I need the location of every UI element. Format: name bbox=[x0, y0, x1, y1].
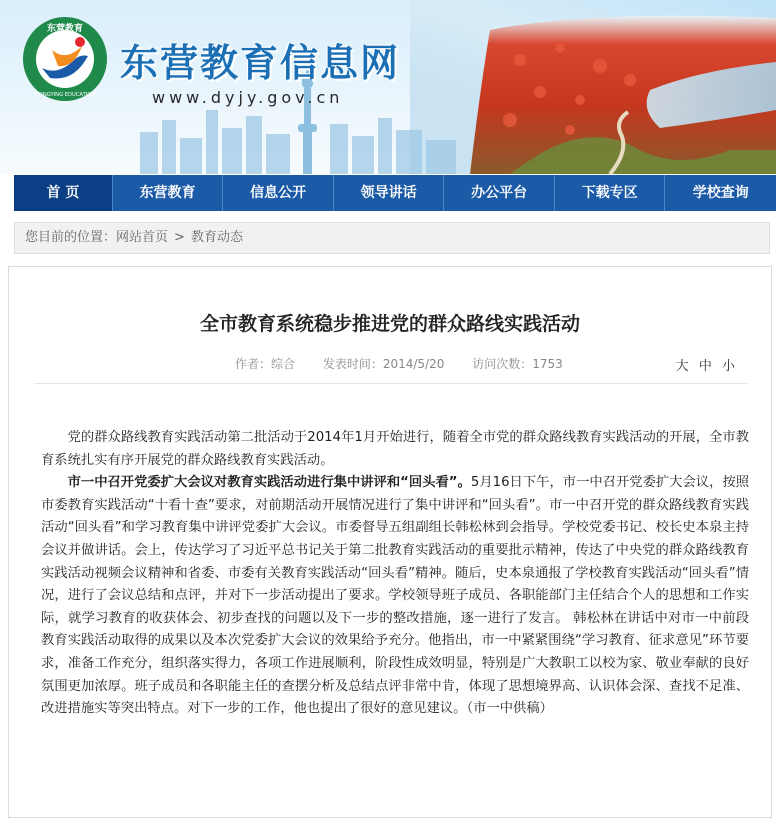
font-size-controls bbox=[670, 355, 735, 374]
paragraph-text: 5月16日下午，市一中召开党委扩大会议，按照市委教育实践活动“十看十查”要求，对前期活动开展情况进行了集中讲评和“回头看”。市一中召开党的群众路线教育实践活动“回头看”和学习教育集中讲评党委扩大会议。市委督导五组副组长韩松林到会指导。学校党委书记、校长史本泉主持会议并做讲话。会上，传达学习了习近平总书记关于第二批教育实践活动的重要批示精神，传达了中央党的群众路线教育实践活动视频会议精神和省委、市委有关教育实践活动“回头看”精神。随后，史本泉通报了学校教育实践活动“回头看”情况，进行了会议总结和点评，并对下一步活动提出了要求。学校领导班子成员、各职能部门主任结合个人的思想和工作实际，就学习教育的收获体会、初步查找的问题以及下一步的整改措施，逐一进行了发言。 韩松林在讲话中对市一中前段教育实践活动取得的成果以及本次党委扩大会议的效果给予充分。他指出，市一中紧紧围绕“学习教育、征求意见”环节要求，准备工作充分，组织落实得力，各项工作进展顺利，阶段性成效明显，特别是广大教职工以校为家、敬业奉献的良好氛围更加浓厚。班子成员和各职能主任的查摆分析及总结点评非常中肯，体现了思想境界高、认识体会深、查找不足准、改进措施实等突出特点。对下一步的工作，他也提出了很好的意见建议。（市一中供稿） bbox=[41, 475, 749, 717]
nav-item-info-disclosure[interactable]: 信息公开 bbox=[223, 175, 334, 211]
nav-item-office-platform[interactable]: 办公平台 bbox=[444, 175, 555, 211]
logo-bottom-text: DONGYING EDUCATION bbox=[34, 92, 96, 98]
main-nav bbox=[14, 175, 776, 211]
article-paragraph bbox=[41, 472, 749, 721]
education-logo bbox=[22, 16, 108, 102]
meta-divider bbox=[35, 383, 747, 384]
breadcrumb-current-link[interactable]: 教育动态 bbox=[190, 230, 243, 245]
article-views: 访问次数：1753 bbox=[472, 357, 563, 371]
breadcrumb-home-link[interactable]: 网站首页 bbox=[116, 230, 169, 245]
nav-item-school-search[interactable]: 学校查询 bbox=[692, 185, 749, 201]
article-body bbox=[41, 427, 749, 721]
wetland-scenery-image bbox=[470, 0, 776, 174]
logo-top-text: 东营教育 bbox=[46, 24, 84, 34]
font-size-small-button[interactable]: 小 bbox=[721, 359, 735, 374]
nav-item-downloads[interactable]: 下载专区 bbox=[555, 175, 666, 211]
site-title: 东营教育信息网 bbox=[120, 41, 401, 85]
article-title: 全市教育系统稳步推进党的群众路线实践活动 bbox=[199, 313, 580, 335]
article-container bbox=[8, 266, 772, 818]
nav-item-home[interactable]: 首 页 bbox=[14, 175, 113, 211]
breadcrumb-separator: > bbox=[174, 230, 185, 245]
font-size-medium-button[interactable]: 中 bbox=[698, 359, 712, 374]
font-size-large-button[interactable]: 大 bbox=[675, 359, 689, 374]
article-meta bbox=[235, 355, 587, 372]
nav-item-dongying-education[interactable]: 东营教育 bbox=[113, 175, 224, 211]
header-banner bbox=[0, 0, 776, 174]
site-url: www.dyjy.gov.cn bbox=[152, 88, 344, 107]
article-paragraph: 党的群众路线教育实践活动第二批活动于2014年1月开始进行，随着全市党的群众路线教育实践活动的开展，全市教育系统扎实有序开展党的群众路线教育实践活动。 bbox=[41, 430, 749, 468]
breadcrumb bbox=[14, 222, 770, 254]
paragraph-heading: 市一中召开党委扩大会议对教育实践活动进行集中讲评和“回头看”。 bbox=[67, 475, 471, 491]
article-author: 作者：综合 bbox=[235, 357, 296, 371]
nav-item-leader-speeches[interactable]: 领导讲话 bbox=[334, 175, 445, 211]
breadcrumb-prefix: 您目前的位置： bbox=[25, 230, 117, 245]
article-date: 发表时间：2014/5/20 bbox=[322, 357, 445, 371]
